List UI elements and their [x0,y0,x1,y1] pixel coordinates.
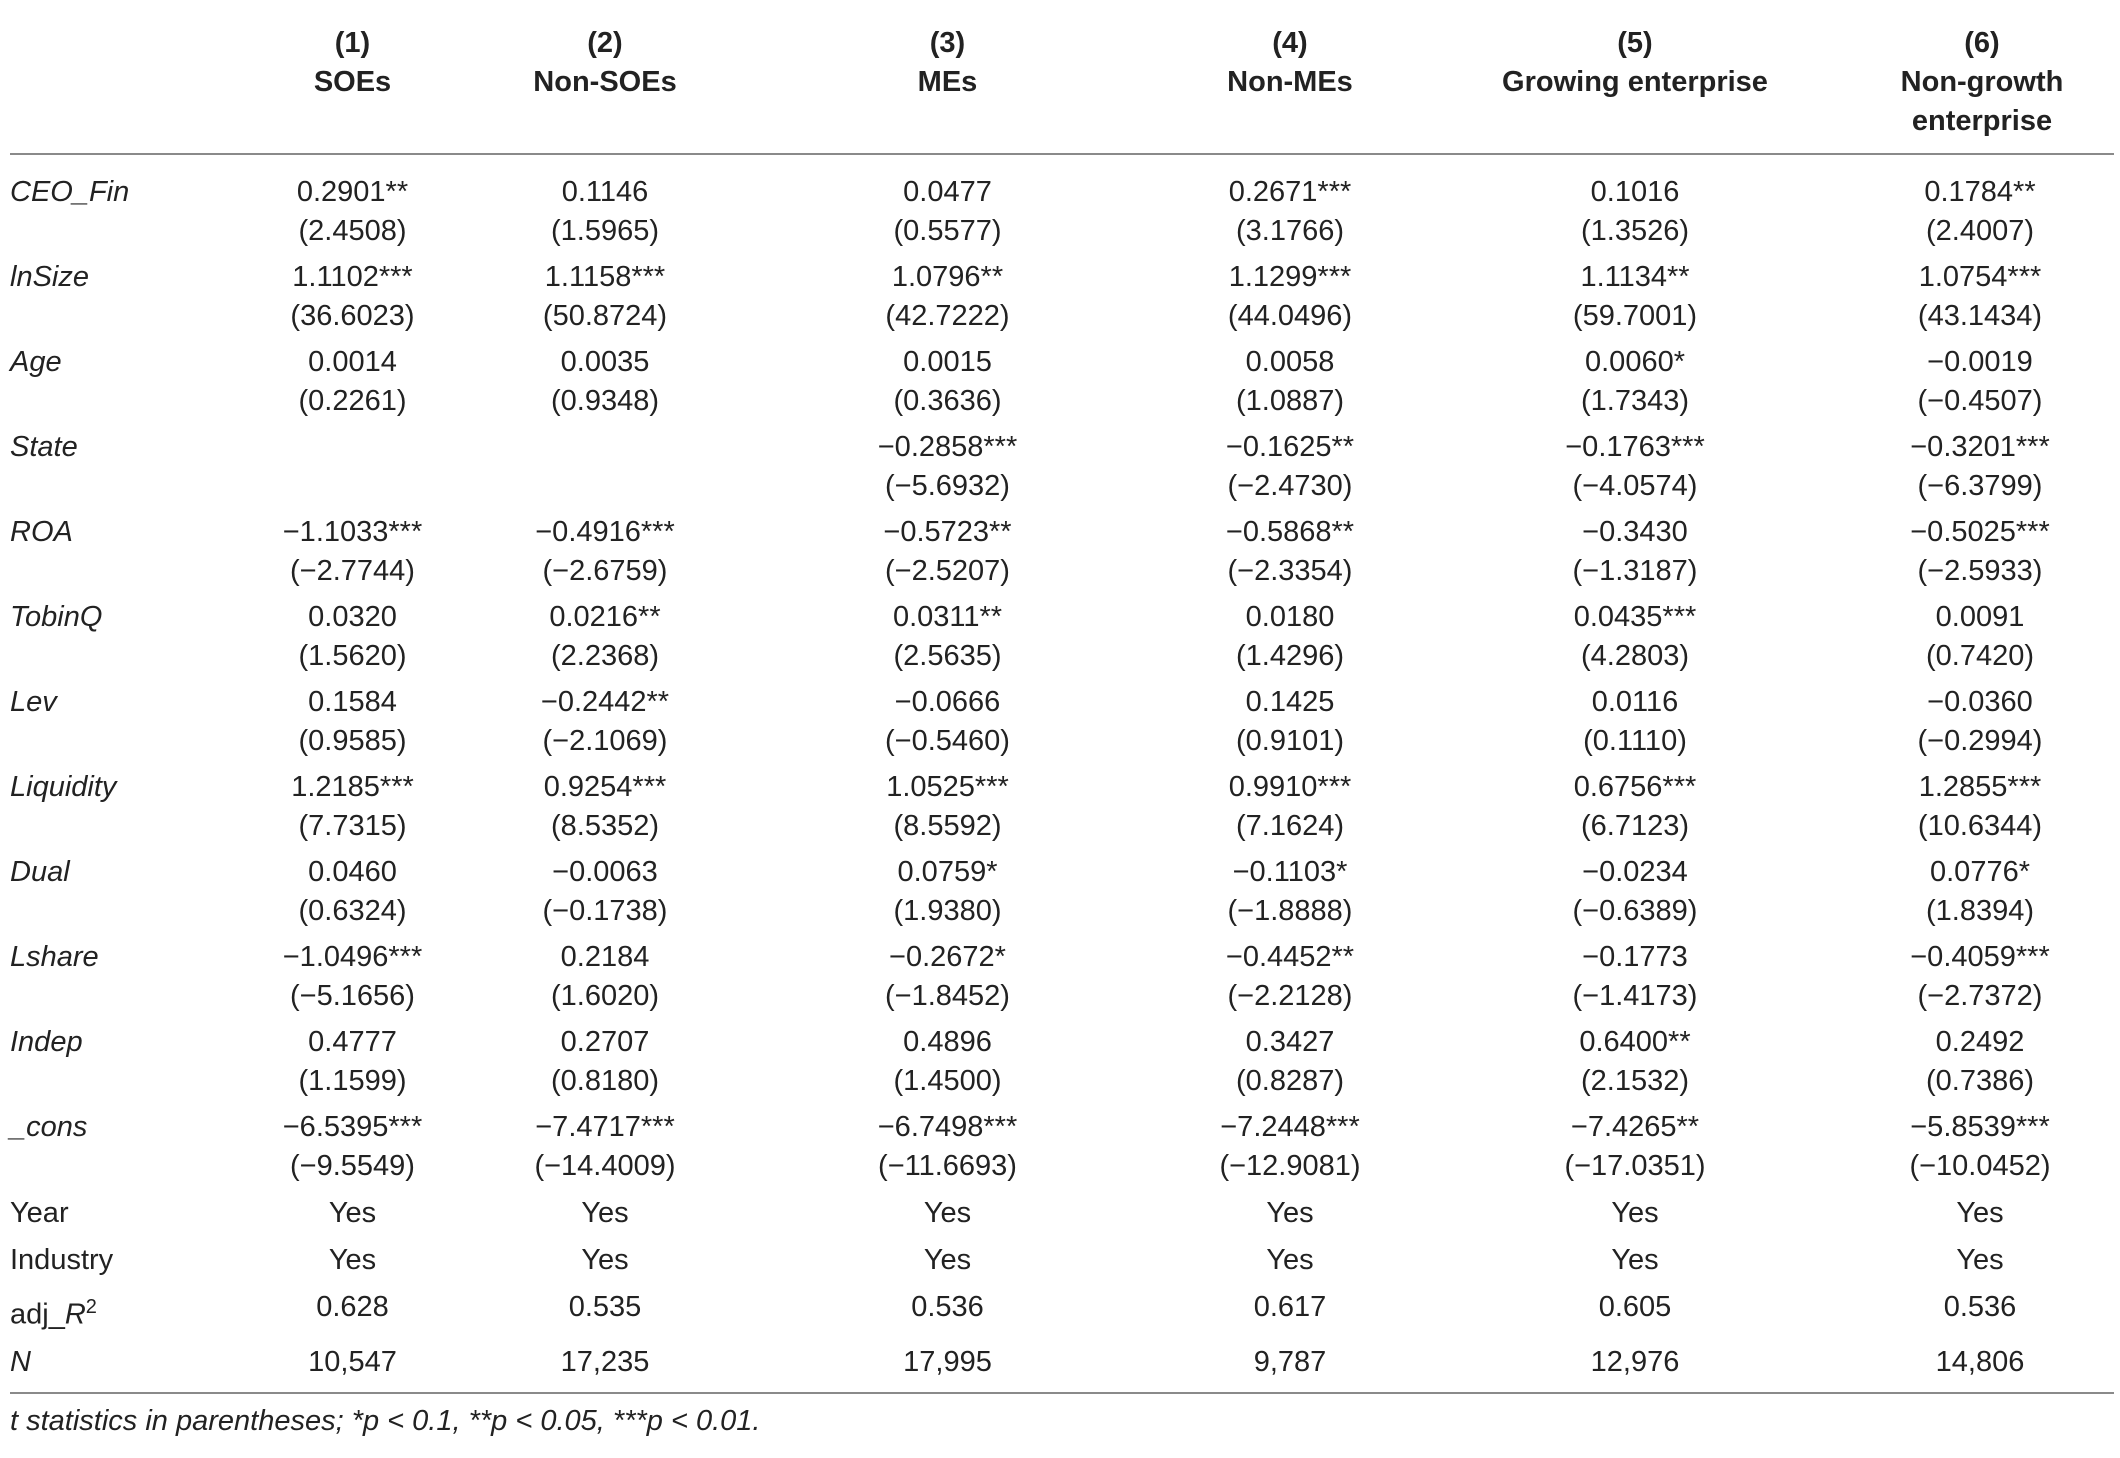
header-col-1: (1) SOEs [260,6,445,154]
row-label-blank [10,892,260,931]
t-statistic-cell: (1.1599) [298,1065,407,1097]
table-row [10,892,2114,931]
table-row [10,807,2114,846]
coefficient-cell: −0.0063 [552,856,658,888]
coefficient-cell: 0.0759* [897,856,998,888]
t-statistic-cell: (1.7343) [1580,385,1689,417]
t-statistic-cell: (7.7315) [298,810,407,842]
coefficient-cell: 0.1584 [308,686,397,718]
coefficient-cell: −6.7498*** [877,1111,1018,1143]
coefficient-cell: −7.4717*** [535,1111,675,1143]
t-statistic-cell: (10.6344) [1917,810,2043,842]
coefficient-cell: −6.5395*** [282,1111,423,1143]
coefficient-cell: 1.0525*** [886,771,1009,803]
t-statistic-cell: (−2.7372) [1917,980,2043,1012]
coefficient-cell: −0.4059*** [1910,941,2050,973]
row-label-blank [10,722,260,761]
row-label: TobinQ [10,601,103,633]
t-statistic-cell: (−6.3799) [1917,470,2043,502]
coefficient-cell: 0.1784** [1924,176,2036,208]
t-statistic-cell: (1.9380) [893,895,1002,927]
row-label-blank [10,297,260,336]
coefficient-cell: 1.0754*** [1918,261,2042,293]
coefficient-cell: 1.1134** [1580,261,1690,293]
coefficient-cell: 1.1158*** [544,261,666,293]
t-statistic-cell: (−2.6759) [542,555,668,587]
table-row [10,1062,2114,1101]
table-row [10,506,2114,552]
coefficient-cell: 0.0311** [892,601,1003,633]
coefficient-cell: −0.2442** [540,686,670,718]
header-col-4: (4) Non-MEs [1130,6,1450,154]
row-label-blank [10,637,260,676]
row-label: lnSize [10,261,89,293]
t-statistic-cell: (−9.5549) [290,1150,415,1182]
summary-label [10,1284,260,1339]
regression-table-container [10,6,2114,1441]
coefficient-cell: 0.0216** [549,601,661,633]
t-statistic-cell: (2.4508) [298,215,407,247]
coefficient-cell: 1.1102*** [292,261,413,293]
table-footnote: t statistics in parentheses; *p < 0.1, **p < 0.05, ***p < 0.01. [10,1404,761,1437]
t-statistic-cell: (50.8724) [542,300,668,332]
row-label: Dual [10,856,70,888]
t-statistic-cell: (6.7123) [1580,810,1689,842]
table-row [10,931,2114,977]
summary-cell: 14,806 [1820,1339,2114,1393]
row-label: Age [10,346,62,378]
t-statistic-cell: (8.5352) [550,810,659,842]
coefficient-cell: −0.3201*** [1910,431,2050,463]
table-row [10,336,2114,382]
row-label: Liquidity [10,771,117,803]
summary-cell: Yes [328,1197,377,1229]
t-statistic-cell: (−4.0574) [1572,470,1698,502]
coefficient-cell: −0.0019 [1927,346,2033,378]
table-row [10,1101,2114,1147]
t-statistic-cell: (1.6020) [550,980,659,1012]
summary-cell: Yes [581,1197,629,1229]
row-label: Lev [10,686,57,718]
coefficient-cell: 0.3427 [1245,1026,1335,1058]
table-row [10,722,2114,761]
summary-cell: Yes [1956,1244,2004,1276]
coefficient-cell: 0.1016 [1590,176,1680,208]
table-body [10,154,2114,1393]
t-statistic-cell: (0.7386) [1925,1065,2034,1097]
coefficient-cell: −0.4452** [1225,941,1355,973]
coefficient-cell: 0.1425 [1245,686,1335,718]
summary-label-superscript: 2 [85,1296,97,1318]
table-row [10,1016,2114,1062]
summary-label: N [10,1339,260,1393]
row-label-blank [10,212,260,251]
t-statistic-cell: (−5.1656) [290,980,415,1012]
coefficient-cell: 0.1146 [561,176,649,208]
coefficient-cell: −0.0360 [1927,686,2033,718]
coefficient-cell: −5.8539*** [1910,1111,2050,1143]
coefficient-cell: 0.0320 [308,601,397,633]
summary-cell: 9,787 [1130,1339,1450,1393]
table-row [10,212,2114,251]
header-blank [10,6,260,154]
t-statistic-cell: (4.2803) [1580,640,1689,672]
coefficient-cell: −7.2448*** [1220,1111,1360,1143]
t-statistic-cell: (8.5592) [893,810,1002,842]
summary-label: Industry [10,1244,114,1276]
t-statistic-cell: (0.2261) [298,385,407,417]
summary-cell: 17,995 [765,1339,1130,1393]
coefficient-cell: 0.0060* [1585,346,1685,378]
coefficient-cell: 0.0477 [903,176,992,208]
t-statistic-cell: (−1.3187) [1572,555,1698,587]
coefficient-cell: 0.0015 [903,346,992,378]
t-statistic-cell: (−2.7744) [290,555,415,587]
row-label-blank [10,1062,260,1101]
row-label: ROA [10,516,73,548]
coefficient-cell: −0.4916*** [535,516,675,548]
coefficient-cell: −0.0666 [894,686,1001,718]
coefficient-cell: −0.1763*** [1565,431,1705,463]
row-label: State [10,431,78,463]
coefficient-cell: 0.9910*** [1228,771,1352,803]
t-statistic-cell: (−11.6693) [878,1150,1017,1182]
t-statistic-cell: (2.1532) [1580,1065,1689,1097]
t-statistic-cell: (2.4007) [1925,215,2034,247]
summary-cell: Yes [328,1244,377,1276]
coefficient-cell: 0.4896 [903,1026,992,1058]
summary-label-italic: R [64,1298,86,1331]
coefficient-cell: 0.9254*** [543,771,667,803]
table-row [10,467,2114,506]
t-statistic-cell: (1.4500) [893,1065,1002,1097]
coefficient-cell: 0.2707 [560,1026,650,1058]
t-statistic-cell: (1.5965) [550,215,659,247]
summary-cell: Yes [923,1197,972,1229]
summary-cell: 0.536 [1943,1291,2017,1323]
row-label: _cons [10,1111,88,1143]
t-statistic-cell: (0.9585) [298,725,407,757]
t-statistic-cell: (−2.5933) [1917,555,2043,587]
coefficient-cell: 0.2901** [296,176,409,208]
coefficient-cell: −7.4265** [1570,1111,1700,1143]
t-statistic-cell: (0.8180) [550,1065,659,1097]
coefficient-cell: −0.5025*** [1910,516,2050,548]
summary-cell: 0.605 [1598,1291,1672,1323]
coefficient-cell [260,421,445,467]
coefficient-cell: 0.6756*** [1573,771,1697,803]
coefficient-cell: 0.0014 [308,346,397,378]
coefficient-cell: 0.0116 [1591,686,1679,718]
summary-cell: Yes [1956,1197,2004,1229]
table-row [10,552,2114,591]
t-statistic-cell: (0.6324) [298,895,407,927]
table-row [10,637,2114,676]
t-statistic-cell: (1.8394) [1925,895,2034,927]
coefficient-cell: 0.2671*** [1228,176,1352,208]
coefficient-cell [445,421,765,467]
t-statistic-cell: (−1.8452) [885,980,1010,1012]
t-statistic-cell: (−0.4507) [1917,385,2043,417]
row-label-blank [10,977,260,1016]
t-statistic-cell: (−17.0351) [1564,1150,1706,1182]
t-statistic-cell: (59.7001) [1572,300,1698,332]
t-statistic-cell: (−0.6389) [1572,895,1698,927]
coefficient-cell: −0.1773 [1582,941,1688,973]
t-statistic-cell: (−5.6932) [885,470,1010,502]
t-statistic-cell [260,467,445,506]
summary-cell: 0.535 [568,1291,642,1323]
row-label-blank [10,1147,260,1190]
t-statistic-cell: (−2.4730) [1227,470,1353,502]
t-statistic-cell: (0.8287) [1235,1065,1344,1097]
t-statistic-cell: (−2.2128) [1227,980,1353,1012]
summary-label-prefix: adj_ [10,1298,65,1331]
t-statistic-cell: (0.3636) [893,385,1002,417]
coefficient-cell: −0.0234 [1582,856,1688,888]
coefficient-cell: 0.0435*** [1573,601,1697,633]
coefficient-cell: −1.0496*** [282,941,423,973]
t-statistic-cell: (0.5577) [893,215,1002,247]
summary-label: Year [10,1197,69,1229]
coefficient-cell: −0.1625** [1225,431,1355,463]
table-row [10,421,2114,467]
t-statistic-cell [445,467,765,506]
table-row [10,977,2114,1016]
t-statistic-cell: (42.7222) [885,300,1010,332]
coefficient-cell: 0.2492 [1935,1026,2025,1058]
row-label-blank [10,552,260,591]
header-col-5: (5) Growing enterprise [1450,6,1820,154]
coefficient-cell: −0.1103* [1232,856,1348,888]
summary-cell: Yes [1611,1197,1659,1229]
row-label: CEO_Fin [10,176,130,208]
t-statistic-cell: (1.5620) [298,640,407,672]
t-statistic-cell: (2.5635) [893,640,1002,672]
coefficient-cell: 1.2855*** [1918,771,2042,803]
coefficient-cell: −0.2672* [889,941,1006,973]
coefficient-cell: 0.0180 [1245,601,1335,633]
coefficient-cell: 0.0091 [1935,601,2025,633]
coefficient-cell: 1.1299*** [1228,261,1352,293]
coefficient-cell: −0.5868** [1225,516,1355,548]
coefficient-cell: 0.6400** [1579,1026,1691,1058]
summary-cell: Yes [1611,1244,1659,1276]
table-header [10,6,2114,154]
summary-cell: 12,976 [1450,1339,1820,1393]
row-label: Indep [10,1026,83,1058]
t-statistic-cell: (3.1766) [1235,215,1344,247]
coefficient-cell: 0.0035 [560,346,650,378]
t-statistic-cell: (7.1624) [1235,810,1344,842]
t-statistic-cell: (1.4296) [1235,640,1344,672]
row-label: Lshare [10,941,99,973]
summary-cell: 17,235 [445,1339,765,1393]
header-col-6: (6) Non-growth enterprise [1820,6,2114,154]
t-statistic-cell: (2.2368) [550,640,659,672]
row-label-blank [10,382,260,421]
table-row [10,591,2114,637]
coefficient-cell: 0.0460 [308,856,397,888]
summary-cell: Yes [923,1244,972,1276]
t-statistic-cell: (−12.9081) [1219,1150,1361,1182]
summary-row [10,1284,2114,1339]
t-statistic-cell: (−2.1069) [542,725,668,757]
t-statistic-cell: (0.9101) [1235,725,1344,757]
summary-row [10,1237,2114,1284]
summary-cell: Yes [1266,1197,1314,1229]
t-statistic-cell: (1.3526) [1580,215,1689,247]
row-label-blank [10,807,260,846]
coefficient-cell: −0.5723** [883,516,1012,548]
t-statistic-cell: (1.0887) [1235,385,1344,417]
table-row [10,846,2114,892]
table-row [10,761,2114,807]
summary-cell: Yes [581,1244,629,1276]
t-statistic-cell: (−1.8888) [1227,895,1353,927]
row-label-blank [10,467,260,506]
t-statistic-cell: (0.1110) [1583,725,1687,757]
coefficient-cell: 0.4777 [308,1026,397,1058]
summary-row [10,1190,2114,1237]
summary-cell: Yes [1266,1244,1314,1276]
header-col-3: (3) MEs [765,6,1130,154]
table-row [10,251,2114,297]
summary-cell: 10,547 [260,1339,445,1393]
t-statistic-cell: (−14.4009) [534,1150,676,1182]
coefficient-cell: 1.0796** [891,261,1004,293]
t-statistic-cell: (−0.1738) [542,895,668,927]
coefficient-cell: 0.0058 [1245,346,1335,378]
t-statistic-cell: (−10.0452) [1909,1150,2051,1182]
table-row [10,1147,2114,1190]
coefficient-cell: 1.2185*** [291,771,414,803]
t-statistic-cell: (0.9348) [550,385,659,417]
summary-cell: 0.628 [316,1291,389,1323]
header-col-2: (2) Non-SOEs [445,6,765,154]
coefficient-cell: 0.0776* [1930,856,2030,888]
coefficient-cell: −0.2858*** [877,431,1018,463]
table-row [10,382,2114,421]
regression-table [10,6,2114,1394]
t-statistic-cell: (−0.5460) [885,725,1010,757]
table-row [10,154,2114,212]
coefficient-cell: 0.2184 [560,941,650,973]
t-statistic-cell: (−1.4173) [1572,980,1698,1012]
t-statistic-cell: (0.7420) [1925,640,2034,672]
summary-cell: 0.617 [1253,1291,1327,1323]
t-statistic-cell: (44.0496) [1227,300,1353,332]
coefficient-cell: −0.3430 [1582,516,1688,548]
t-statistic-cell: (36.6023) [290,300,415,332]
t-statistic-cell: (−2.5207) [885,555,1010,587]
summary-cell: 0.536 [911,1291,984,1323]
table-row [10,297,2114,336]
t-statistic-cell: (43.1434) [1917,300,2043,332]
coefficient-cell: −1.1033*** [282,516,423,548]
t-statistic-cell: (−0.2994) [1917,725,2043,757]
t-statistic-cell: (−2.3354) [1227,555,1353,587]
table-row [10,676,2114,722]
summary-row [10,1339,2114,1393]
